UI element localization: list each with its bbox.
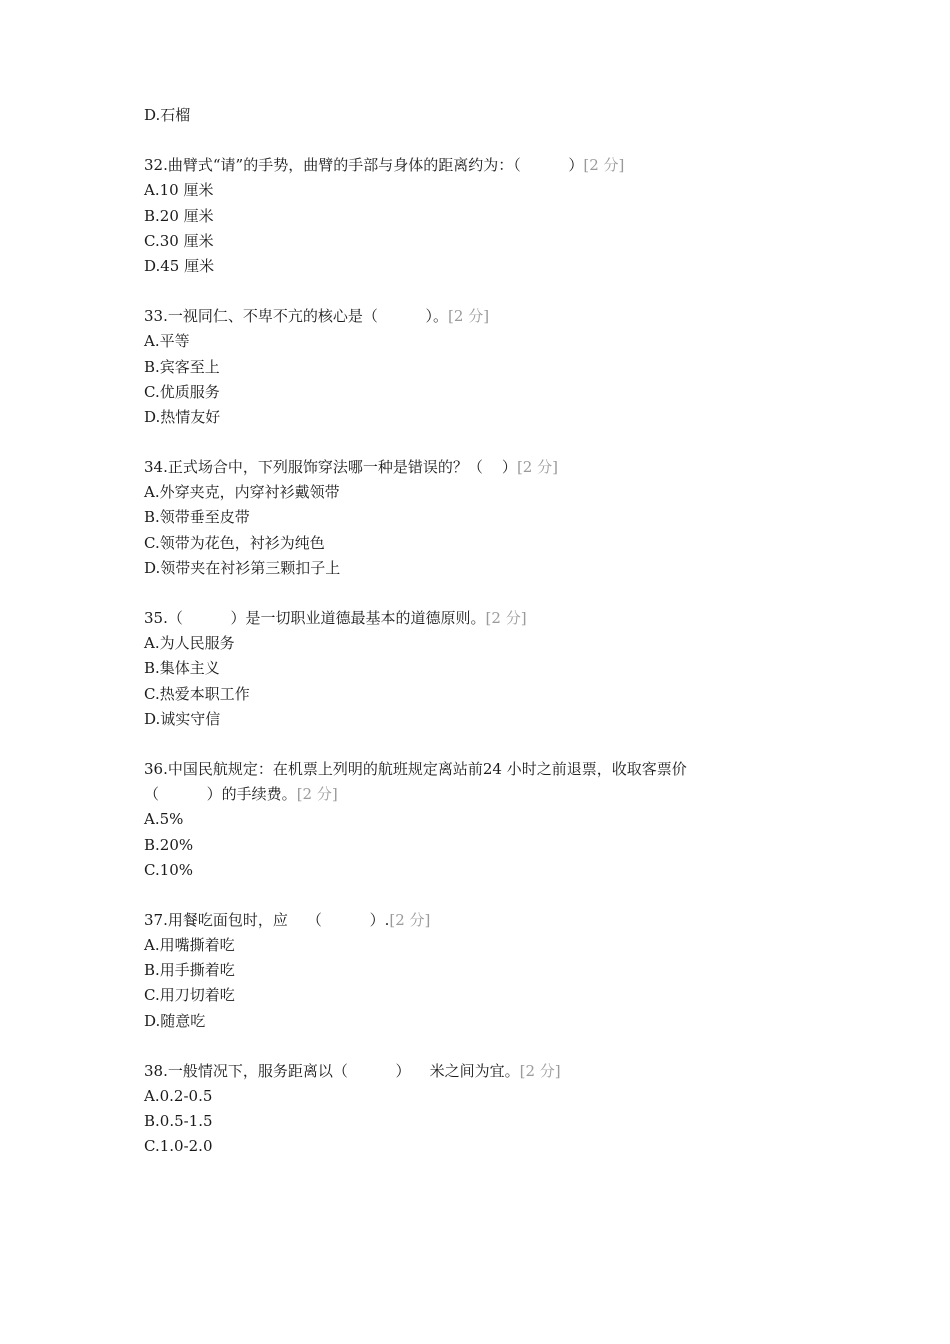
option-c: C.30 厘米 (144, 231, 214, 250)
question-score: [2 分] (583, 156, 625, 175)
question-score: [2 分] (519, 1061, 561, 1080)
spacer (144, 883, 794, 908)
question-stem-continued (144, 782, 794, 807)
question-37 (144, 908, 794, 1034)
question-36 (144, 757, 794, 883)
question-text: 35.（ ）是一切职业道德最基本的道德原则。 (144, 609, 486, 627)
option-a: A.外穿夹克，内穿衬衫戴领带 (144, 483, 340, 502)
question-stem (144, 455, 794, 480)
option-a: A.0.2-0.5 (144, 1087, 213, 1105)
question-stem (144, 304, 794, 329)
option-b: B.领带垂至皮带 (144, 508, 250, 527)
option-a: A.为人民服务 (144, 634, 235, 653)
spacer (144, 732, 794, 757)
question-score: [2 分] (389, 910, 431, 929)
option-d: D.随意吃 (144, 1011, 206, 1030)
question-33 (144, 304, 794, 430)
spacer (144, 128, 794, 153)
option-d-previous: D.石榴 (144, 106, 191, 124)
question-text: 37.用餐吃面包时，应 （ ）. (144, 910, 390, 929)
question-text: 33.一视同仁、不卑不亢的核心是（ ）。 (144, 307, 449, 326)
question-stem: 36.中国民航规定：在机票上列明的航班规定离站前24 小时之前退票，收取客票价 (144, 759, 687, 778)
option-b: B.集体主义 (144, 659, 220, 678)
option-c: C.热爱本职工作 (144, 684, 250, 703)
spacer (144, 581, 794, 606)
option-d: D.领带夹在衬衫第三颗扣子上 (144, 558, 341, 577)
option-c: C.用刀切着吃 (144, 986, 235, 1005)
option-a: A.平等 (144, 332, 190, 351)
option-b: B.0.5-1.5 (144, 1112, 213, 1131)
question-text: 38.一般情况下，服务距离以（ ） 米之间为宜。 (144, 1061, 520, 1080)
spacer (144, 279, 794, 304)
option-b: B.宾客至上 (144, 357, 220, 376)
option-d: D.诚实守信 (144, 709, 221, 728)
spacer (144, 430, 794, 455)
document-page (144, 103, 794, 1160)
question-text: （ ）的手续费。 (144, 785, 297, 804)
spacer (144, 1034, 794, 1059)
option-a: A.10 厘米 (144, 181, 214, 200)
option-b: B.20% (144, 835, 194, 854)
option-b: B.20 厘米 (144, 206, 214, 225)
question-text: 32.曲臂式“请”的手势，曲臂的手部与身体的距离约为：（ ） (144, 156, 584, 175)
question-32 (144, 153, 794, 279)
question-38 (144, 1059, 794, 1160)
question-score: [2 分] (448, 307, 490, 326)
question-stem (144, 1059, 794, 1084)
option-c: C.10% (144, 860, 194, 879)
option-d: D.45 厘米 (144, 256, 215, 275)
question-text: 34.正式场合中，下列服饰穿法哪一种是错误的？（ ） (144, 458, 517, 477)
question-score: [2 分] (516, 458, 558, 477)
question-score: [2 分] (296, 785, 338, 804)
option-a: A.5% (144, 810, 184, 829)
question-34 (144, 455, 794, 581)
question-stem (144, 153, 794, 178)
question-score: [2 分] (485, 609, 527, 627)
question-stem (144, 908, 794, 933)
option-c: C.领带为花色，衬衫为纯色 (144, 533, 325, 552)
question-stem (144, 606, 794, 631)
option-c: C.1.0-2.0 (144, 1137, 213, 1156)
option-d: D.热情友好 (144, 407, 221, 426)
option-c: C.优质服务 (144, 382, 220, 401)
option-b: B.用手撕着吃 (144, 961, 235, 980)
question-35 (144, 606, 794, 732)
option-a: A.用嘴撕着吃 (144, 936, 235, 955)
